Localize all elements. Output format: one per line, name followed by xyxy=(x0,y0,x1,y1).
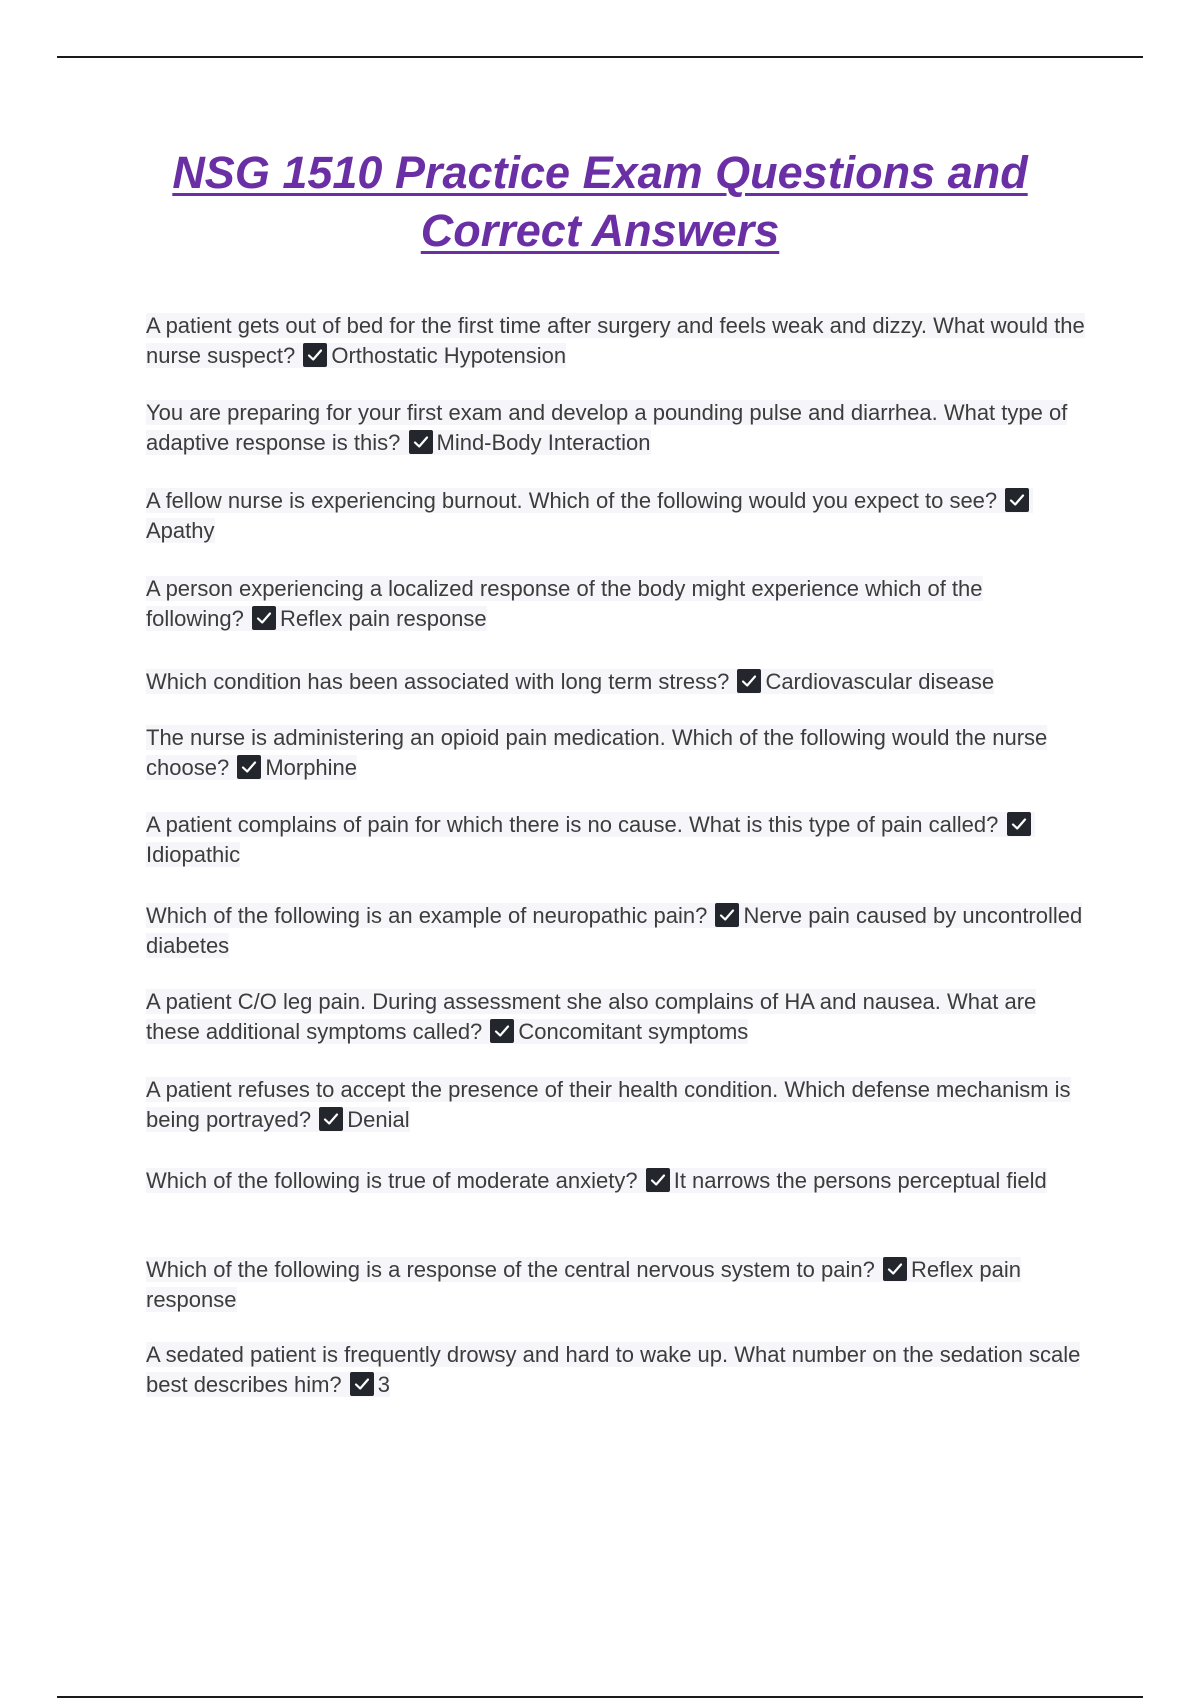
qa-item xyxy=(146,667,1086,697)
checkmark-icon xyxy=(490,1019,514,1043)
checkmark-icon xyxy=(1005,488,1029,512)
answer-text: Concomitant symptoms xyxy=(518,1019,749,1044)
question-text: A fellow nurse is experiencing burnout. Which of the following would you expect to see? xyxy=(146,488,998,513)
checkmark-icon xyxy=(409,430,433,454)
answer-text: Reflex pain response xyxy=(146,1257,1022,1312)
checkmark-icon xyxy=(252,606,276,630)
answer-text: Denial xyxy=(347,1107,410,1132)
checkmark-icon xyxy=(737,669,761,693)
checkmark-icon xyxy=(237,755,261,779)
top-rule xyxy=(57,56,1143,58)
answer-text: Idiopathic xyxy=(146,842,241,867)
checkmark-icon xyxy=(646,1168,670,1192)
qa-item xyxy=(146,574,1086,634)
checkmark-icon xyxy=(883,1257,907,1281)
qa-item xyxy=(146,311,1086,371)
answer-text: 3 xyxy=(377,1372,391,1397)
question-text: Which of the following is true of moderate anxiety? xyxy=(146,1168,638,1193)
answer-text: Cardiovascular disease xyxy=(765,669,995,694)
question-text: You are preparing for your first exam and develop a pounding pulse and diarrhea. What type of adaptive response is this? xyxy=(146,400,1068,455)
qa-item xyxy=(146,810,1086,870)
question-text: A patient C/O leg pain. During assessment she also complains of HA and nausea. What are these additional symptoms called? xyxy=(146,989,1037,1044)
answer-text: Reflex pain response xyxy=(279,606,487,631)
qa-item xyxy=(146,398,1086,458)
answer-text: Nerve pain caused by uncontrolled diabetes xyxy=(146,903,1083,958)
answer-text: Apathy xyxy=(146,518,215,543)
qa-item xyxy=(146,1255,1086,1315)
question-text: Which of the following is an example of neuropathic pain? xyxy=(146,903,708,928)
question-text: The nurse is administering an opioid pain medication. Which of the following would the nurse choose? xyxy=(146,725,1048,780)
question-text: A patient gets out of bed for the first time after surgery and feels weak and dizzy. What would the nurse suspect? xyxy=(146,313,1085,368)
question-text: Which of the following is a response of the central nervous system to pain? xyxy=(146,1257,875,1282)
question-text: A person experiencing a localized response of the body might experience which of the following? xyxy=(146,576,983,631)
checkmark-icon xyxy=(319,1107,343,1131)
checkmark-icon xyxy=(303,343,327,367)
qa-item xyxy=(146,1340,1086,1400)
title-block xyxy=(100,144,1100,260)
qa-item xyxy=(146,987,1086,1047)
page-title: NSG 1510 Practice Exam Questions and Correct Answers xyxy=(172,147,1028,256)
question-text: Which condition has been associated with long term stress? xyxy=(146,669,730,694)
qa-item xyxy=(146,1075,1086,1135)
checkmark-icon xyxy=(1007,812,1031,836)
answer-text: It narrows the persons perceptual field xyxy=(673,1168,1047,1193)
answer-text: Mind-Body Interaction xyxy=(436,430,651,455)
qa-item xyxy=(146,723,1086,783)
answer-text: Morphine xyxy=(265,755,358,780)
checkmark-icon xyxy=(715,903,739,927)
question-text: A patient complains of pain for which there is no cause. What is this type of pain called? xyxy=(146,812,999,837)
qa-item xyxy=(146,1166,1086,1196)
qa-item xyxy=(146,486,1086,546)
bottom-rule xyxy=(57,1696,1143,1698)
answer-text: Orthostatic Hypotension xyxy=(331,343,567,368)
question-text: A sedated patient is frequently drowsy and hard to wake up. What number on the sedation scale best describes him? xyxy=(146,1342,1081,1397)
checkmark-icon xyxy=(350,1372,374,1396)
question-text: A patient refuses to accept the presence of their health condition. Which defense mechanism is being portrayed? xyxy=(146,1077,1071,1132)
qa-item xyxy=(146,901,1086,961)
